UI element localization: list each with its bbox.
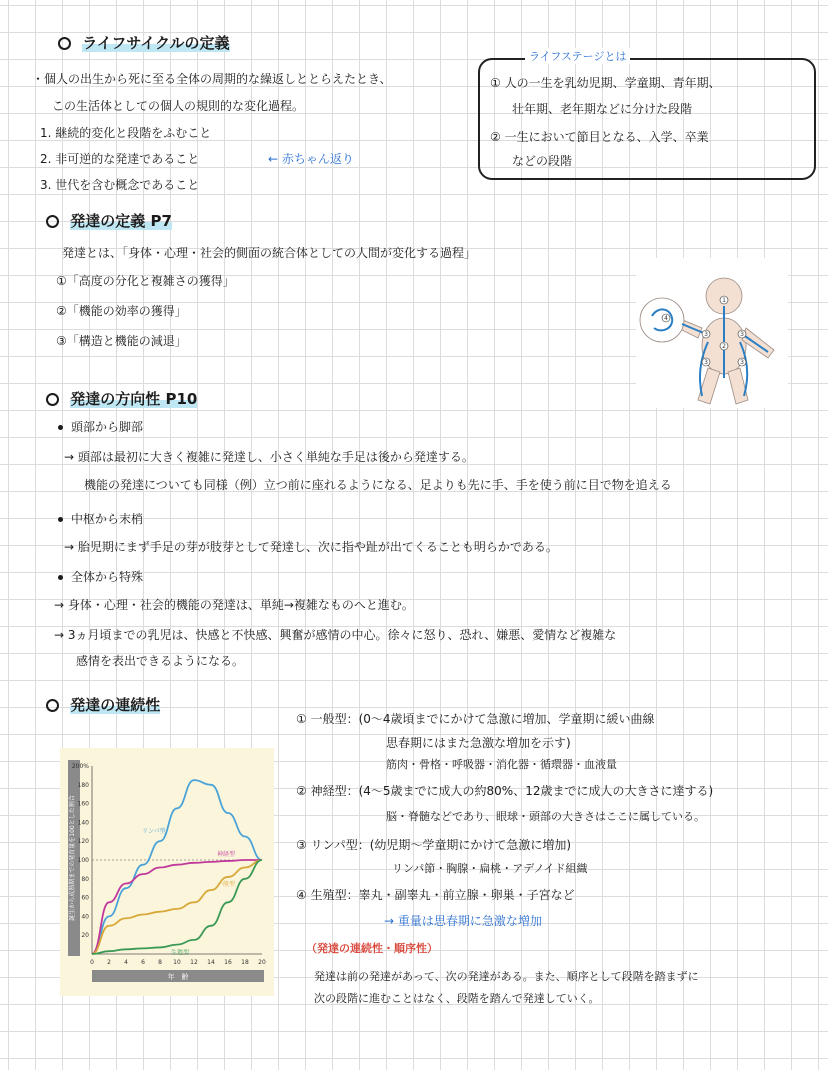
type1-line1: ① 一般型：(0〜4歳頃までにかけて急激に増加、学童期に緩い曲線 (296, 712, 655, 726)
circle-bullet-icon (46, 393, 59, 406)
x-tick-label: 0 (90, 959, 94, 966)
type2-line1: ② 神経型：(4〜5歳までに成人の約80%、12歳までに成人の大きさに達する) (296, 784, 714, 798)
circle-bullet-icon (58, 37, 71, 50)
series-line (92, 860, 262, 954)
section2-item1: ①「高度の分化と複雑さの獲得」 (56, 274, 235, 288)
section3-b3-line2: → 3ヵ月頃までの乳児は、快感と不快感、興奮が感情の中心。徐々に怒り、恐れ、嫌悪、愛情など複雑な (54, 628, 617, 642)
circle-bullet-icon (46, 215, 59, 228)
section3-b2-line1: → 胎児期にまず手足の芽が肢芽として発達し、次に指や趾が出てくることも明らかである。 (64, 540, 558, 554)
section3-bullet3: 全体から特殊 (58, 568, 143, 585)
y-tick-label: 60 (81, 894, 89, 902)
baby-muscle-figure (636, 258, 788, 408)
y-tick-label: 40 (81, 913, 89, 921)
section2-item3: ③「構造と機能の減退」 (56, 334, 187, 348)
x-tick-label: 16 (224, 959, 232, 966)
section3-bullet1: 頭部から脚部 (58, 418, 143, 435)
x-tick-label: 10 (173, 959, 181, 966)
section3-b1-line1: → 頭部は最初に大きく複雑に発達し、小さく単純な手足は後から発達する。 (64, 450, 474, 464)
x-tick-label: 14 (207, 959, 215, 966)
section3-title: 発達の方向性 P10 (70, 390, 198, 408)
x-tick-label: 8 (158, 959, 162, 966)
section4-title: 発達の連続性 (70, 696, 161, 714)
growth-chart-svg (60, 748, 274, 996)
hand-zoom-circle (640, 298, 684, 342)
series-label: 生殖型 (171, 949, 190, 957)
section1-note: ← 赤ちゃん返り (268, 152, 354, 166)
section2-item2: ②「機能の効率の獲得」 (56, 304, 187, 318)
section3-heading (46, 388, 197, 409)
section1-item1: 1. 継続的変化と段階をふむこと (40, 126, 212, 140)
figure-mark: 2 (722, 343, 726, 350)
dot-bullet-icon (58, 517, 63, 522)
y-tick-label: 120 (77, 838, 89, 846)
section1-heading (58, 32, 230, 53)
type2-line2: 脳・脊髄などであり、眼球・頭部の大きさはここに属している。 (386, 810, 705, 823)
dot-bullet-icon (58, 575, 63, 580)
section2-title: 発達の定義 P7 (70, 212, 172, 230)
y-axis-label: 誕生から成熟期までの発育量を100とした割合 (69, 795, 76, 921)
y-tick-label: 20 (81, 932, 89, 940)
section1-item3: 3. 世代を含む概念であること (40, 178, 200, 192)
x-tick-label: 4 (124, 959, 128, 966)
x-tick-label: 18 (241, 959, 249, 966)
continuity-para1: 発達は前の発達があって、次の発達がある。また、順序として段階を踏まずに (314, 970, 699, 983)
figure-mark: 3 (704, 359, 708, 366)
section1-line1: ・個人の出生から死に至る全体の周期的な繰返しととらえたとき、 (32, 72, 392, 86)
type3-line1: ③ リンパ型：(幼児期〜学童期にかけて急激に増加) (296, 838, 572, 852)
stages-item1b: 壮年期、老年期などに分けた段階 (512, 102, 693, 116)
type1-line3: 筋肉・骨格・呼吸器・消化器・循環器・血液量 (386, 758, 617, 771)
section1-line2: この生活体としての個人の規則的な変化過程。 (52, 99, 305, 113)
continuity-para2: 次の段階に進むことはなく、段階を踏んで発達していく。 (314, 992, 600, 1005)
type4-line1: ④ 生殖型：睾丸・副睾丸・前立腺・卵巣・子宮など (296, 888, 575, 902)
stages-label: ライフステージとは (525, 48, 630, 64)
y-tick-label: 100 (77, 857, 89, 864)
figure-mark: 4 (664, 315, 668, 322)
series-line (92, 860, 262, 954)
x-tick-label: 2 (107, 959, 111, 966)
continuity-subtitle: （発達の連続性・順序性） (306, 942, 438, 955)
y-tick-label: 80 (81, 875, 89, 883)
type1-line2: 思春期にはまた急激な増加を示す) (386, 736, 571, 750)
stages-item1: ① 人の一生を乳幼児期、学童期、青年期、 (490, 76, 721, 90)
section3-b3-line1: → 身体・心理・社会的機能の発達は、単純→複雑なものへと進む。 (54, 598, 414, 612)
series-line (92, 860, 262, 954)
figure-mark: 1 (722, 297, 726, 304)
circle-bullet-icon (46, 699, 59, 712)
y-tick-label: 200% (71, 763, 89, 770)
series-label: 神経型 (217, 850, 236, 858)
section3-b3-line3: 感情を表出できるようになる。 (76, 654, 245, 668)
series-line (92, 780, 262, 954)
figure-mark: 3 (740, 331, 744, 338)
stages-item2b: などの段階 (512, 154, 573, 168)
x-axis-label: 年 齢 (167, 973, 189, 981)
series-label: リンパ型 (142, 828, 166, 836)
section2-definition: 発達とは、「身体・心理・社会的側面の統合体としての人間が変化する過程」 (62, 246, 477, 260)
section4-heading (46, 694, 160, 715)
growth-chart (60, 748, 274, 996)
x-tick-label: 12 (190, 959, 198, 966)
stages-item2: ② 一生において節目となる、入学、卒業 (490, 130, 709, 144)
type4-line2: → 重量は思春期に急激な増加 (384, 914, 542, 928)
section3-bullet2: 中枢から末梢 (58, 510, 143, 527)
y-tick-label: 180 (77, 781, 89, 789)
section2-heading (46, 210, 172, 231)
series-label: 一般型 (217, 881, 236, 889)
y-tick-label: 140 (77, 819, 89, 827)
dot-bullet-icon (58, 425, 63, 430)
section1-item2: 2. 非可逆的な発達であること (40, 152, 200, 166)
x-tick-label: 20 (258, 959, 266, 966)
y-tick-label: 160 (77, 800, 89, 808)
x-tick-label: 6 (141, 959, 145, 966)
figure-mark: 3 (740, 359, 744, 366)
figure-mark: 3 (704, 331, 708, 338)
type3-line2: リンパ節・胸腺・扁桃・アデノイド組織 (392, 862, 588, 875)
section1-title: ライフサイクルの定義 (82, 34, 230, 52)
section3-b1-line2: 機能の発達についても同様（例）立つ前に座れるようになる、足よりも先に手、手を使う前に目で物を追える (84, 478, 672, 492)
